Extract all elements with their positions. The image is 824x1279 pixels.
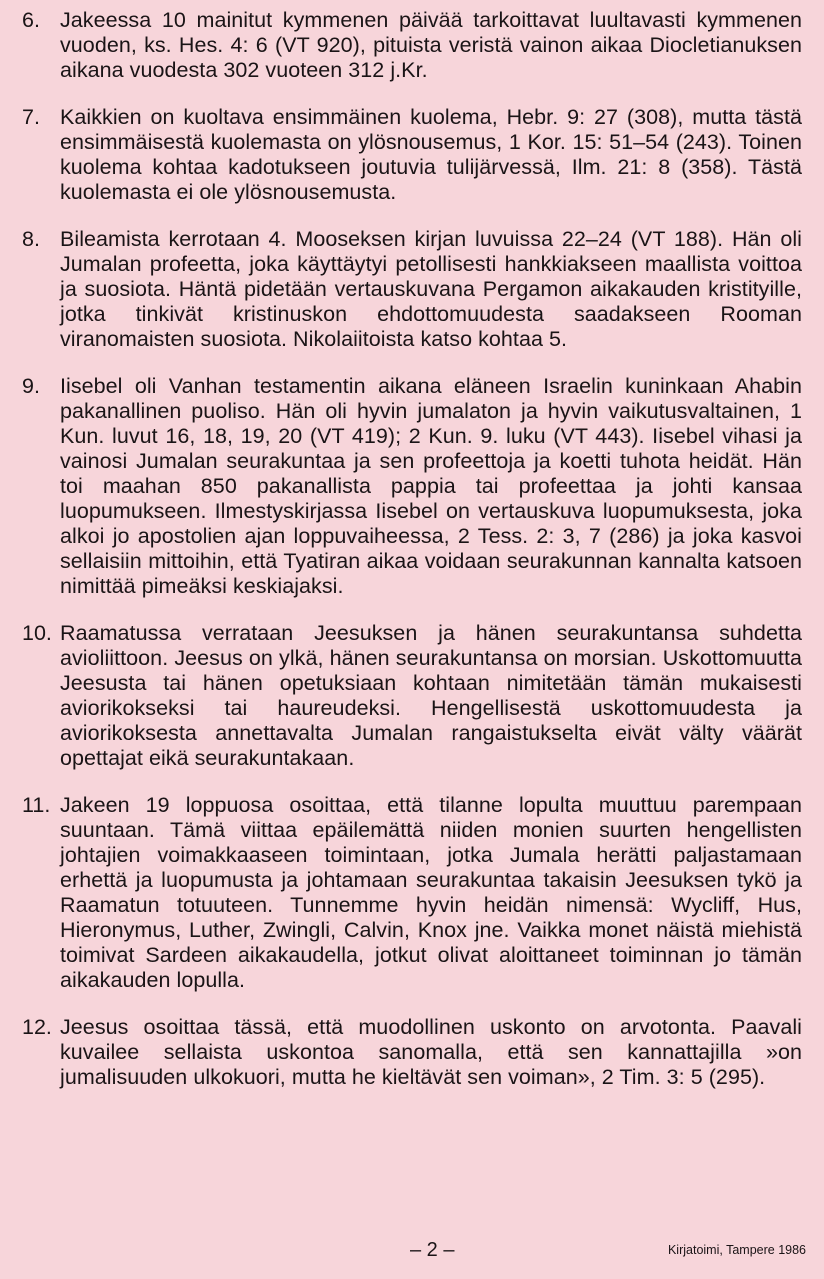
footnote-text: Jakeessa 10 mainitut kymmenen päivää tarkoittavat luultavasti kymmenen vuoden, ks. Hes. 4: 6 (VT 920), pituista veristä vainon aikaa Diocletianuksen aikana vuodesta 302 vuoteen 312 j.Kr. [60,8,802,82]
footnote-7 [22,105,802,205]
page-footer [0,1238,824,1268]
footnote-6 [22,8,802,83]
footnote-text: Bileamista kerrotaan 4. Mooseksen kirjan luvuissa 22–24 (VT 188). Hän oli Jumalan profeetta, joka käyttäytyi petollisesti hankkiakseen maallista voittoa ja suosiota. Häntä pidetään vertauskuvana Pergamon aikakauden kristityille, jotka tinkivät kristinuskon ehdottomuudesta saadakseen Rooman viranomaisten suosiota. Nikolaiitoista katso kohtaa 5. [60,227,802,351]
footnote-number: 12. [22,1015,52,1039]
footnote-number: 7. [22,105,40,129]
footnote-8 [22,227,802,352]
footnote-text: Jeesus osoittaa tässä, että muodollinen uskonto on arvotonta. Paavali kuvailee sellaista uskontoa sanomalla, että sen kannattajilla »on jumalisuuden ulkokuori, mutta he kieltävät sen voiman», 2 Tim. 3: 5 (295). [60,1015,802,1089]
footnote-text: Jakeen 19 loppuosa osoittaa, että tilanne lopulta muuttuu parempaan suuntaan. Tämä viittaa epäilemättä niiden monien suurten hengellisten johtajien voimakkaaseen toimintaan, jotka Jumala herätti paljastamaan erhettä ja luopumusta ja johtamaan seurakuntaa takaisin Jeesuksen tykö ja Raamatun totuuteen. Tunnemme hyvin heidän nimensä: Wycliff, Hus, Hieronymus, Luther, Zwingli, Calvin, Knox jne. Vaikka monet näistä miehistä toimivat Sardeen aikakaudella, jotkut olivat aloittaneet toiminnan jo tämän aikakauden lopulla. [60,793,802,992]
footnote-12 [22,1015,802,1090]
footnote-number: 11. [22,793,51,817]
footnote-11 [22,793,802,993]
page-number: – 2 – [410,1239,455,1261]
footnote-number: 6. [22,8,40,32]
footnote-text: Raamatussa verrataan Jeesuksen ja hänen seurakuntansa suhdetta avioliittoon. Jeesus on ylkä, hänen seurakuntansa on morsian. Uskottomuutta Jeesusta tai hänen opetuksiaan kohtaan nimitetään tämän mukaisesti aviorikokseksi tai haureudeksi. Hengellisestä uskottomuudesta ja aviorikoksesta annettavalta Jumalan rangaistukselta eivät välty väärät opettajat eikä seurakuntakaan. [60,621,802,770]
footnote-number: 10. [22,621,52,645]
footnote-10 [22,621,802,771]
footnote-number: 8. [22,227,40,251]
footnote-text: Iisebel oli Vanhan testamentin aikana eläneen Israelin kuninkaan Ahabin pakanallinen puoliso. Hän oli hyvin jumalaton ja hyvin vaikutusvaltainen, 1 Kun. luvut 16, 18, 19, 20 (VT 419); 2 Kun. 9. luku (VT 443). Iisebel vihasi ja vainosi Jumalan seurakuntaa ja sen profeettoja ja koetti tuhota heidät. Hän toi maahan 850 pakanallista pappia tai profeettaa ja johti kansaa luopumukseen. Ilmestyskirjassa Iisebel on vertauskuva luopumuksesta, joka alkoi jo apostolien ajan loppuvaiheessa, 2 Tess. 2: 3, 7 (286) ja joka kasvoi sellaisiin mittoihin, että Tyatiran aikaa voidaan seurakunnan kannalta katsoen nimittää pimeäksi keskiajaksi. [60,374,802,598]
footnote-text: Kaikkien on kuoltava ensimmäinen kuolema, Hebr. 9: 27 (308), mutta tästä ensimmäisestä kuolemasta on ylösnousemus, 1 Kor. 15: 51–54 (243). Toinen kuolema kohtaa kadotukseen joutuvia tulijärvessä, Ilm. 21: 8 (358). Tästä kuolemasta ei ole ylösnousemusta. [60,105,802,204]
printer-credit: Kirjatoimi, Tampere 1986 [667,1243,806,1257]
footnote-number: 9. [22,374,40,398]
footnote-9 [22,374,802,599]
